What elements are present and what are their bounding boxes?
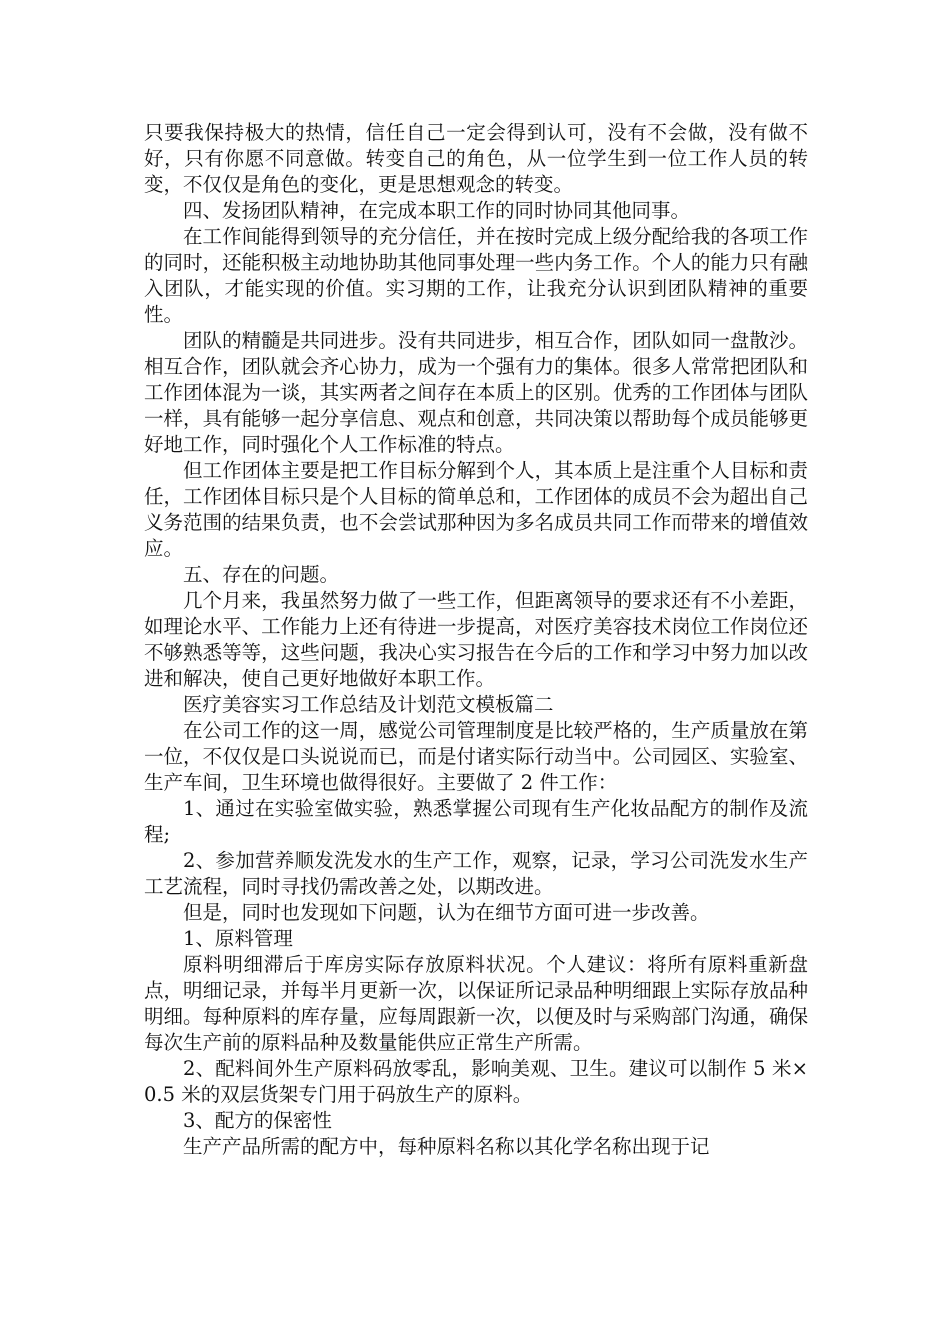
paragraph-team-attitude: 只要我保持极大的热情，信任自己一定会得到认可，没有不会做，没有做不好，只有你愿不同意做。转变自己的角色，从一位学生到一位工作人员的转变，不仅仅是角色的变化，更是思想观念的转变。	[144, 121, 808, 196]
paragraph-cooperation: 在工作间能得到领导的充分信任，并在按时完成上级分配给我的各项工作的同时，还能积极主动地协助其他同事处理一些内务工作。个人的能力只有融入团队，才能实现的价值。实习期的工作，让我充分认识到团队精神的重要性。	[144, 225, 808, 326]
list-item-production: 2、参加营养顺发洗发水的生产工作，观察，记录，学习公司洗发水生产工艺流程，同时寻找仍需改善之处，以期改进。	[144, 849, 808, 898]
paragraph-work-group: 但工作团体主要是把工作目标分解到个人，其本质上是注重个人目标和责任，工作团体目标只是个人目标的简单总和，工作团体的成员不会为超出自己义务范围的结果负责，也不会尝试那种因为多名成员共同工作而带来的增值效应。	[144, 459, 808, 560]
heading-problems: 五、存在的问题。	[183, 563, 340, 586]
paragraph-material-details: 原料明细滞后于库房实际存放原料状况。个人建议：将所有原料重新盘点，明细记录，并每半月更新一次，以保证所记录品种明细跟上实际存放品种明细。每种原料的库存量，应每周跟新一次，以便及时与采购部门沟通，确保每次生产前的原料品种及数量能供应正常生产所需。	[144, 953, 808, 1054]
paragraph-company-week: 在公司工作的这一周，感觉公司管理制度是比较严格的，生产质量放在第一位，不仅仅是口头说说而已，而是付诸实际行动当中。公司园区、实验室、生产车间，卫生环境也做得很好。主要做了 2 件工作：	[144, 719, 808, 794]
document-page	[144, 120, 808, 1160]
paragraph-storage: 2、配料间外生产原料码放零乱，影响美观、卫生。建议可以制作 5 米×0.5 米的双层货架专门用于码放生产的原料。	[144, 1057, 808, 1106]
heading-formula-secrecy: 3、配方的保密性	[183, 1109, 332, 1132]
paragraph-formula: 生产产品所需的配方中，每种原料名称以其化学名称出现于记	[183, 1135, 710, 1158]
list-item-lab: 1、通过在实验室做实验，熟悉掌握公司现有生产化妆品配方的制作及流程;	[144, 797, 808, 846]
heading-team-spirit: 四、发扬团队精神，在完成本职工作的同时协同其他同事。	[183, 199, 691, 222]
section-title-part-two: 医疗美容实习工作总结及计划范文模板篇二	[183, 693, 554, 716]
paragraph-team-essence: 团队的精髓是共同进步。没有共同进步，相互合作，团队如同一盘散沙。相互合作，团队就会齐心协力，成为一个强有力的集体。很多人常常把团队和工作团体混为一谈，其实两者之间存在本质上的区别。优秀的工作团体与团队一样，具有能够一起分享信息、观点和创意，共同决策以帮助每个成员能够更好地工作，同时强化个人工作标准的特点。	[144, 329, 808, 456]
heading-material-management: 1、原料管理	[183, 927, 293, 950]
paragraph-issues-intro: 但是，同时也发现如下问题，认为在细节方面可进一步改善。	[183, 901, 710, 924]
paragraph-problems: 几个月来，我虽然努力做了一些工作，但距离领导的要求还有不小差距，如理论水平、工作能力上还有待进一步提高，对医疗美容技术岗位工作岗位还不够熟悉等等，这些问题，我决心实习报告在今后的工作和学习中努力加以改进和解决，使自己更好地做好本职工作。	[144, 589, 808, 690]
